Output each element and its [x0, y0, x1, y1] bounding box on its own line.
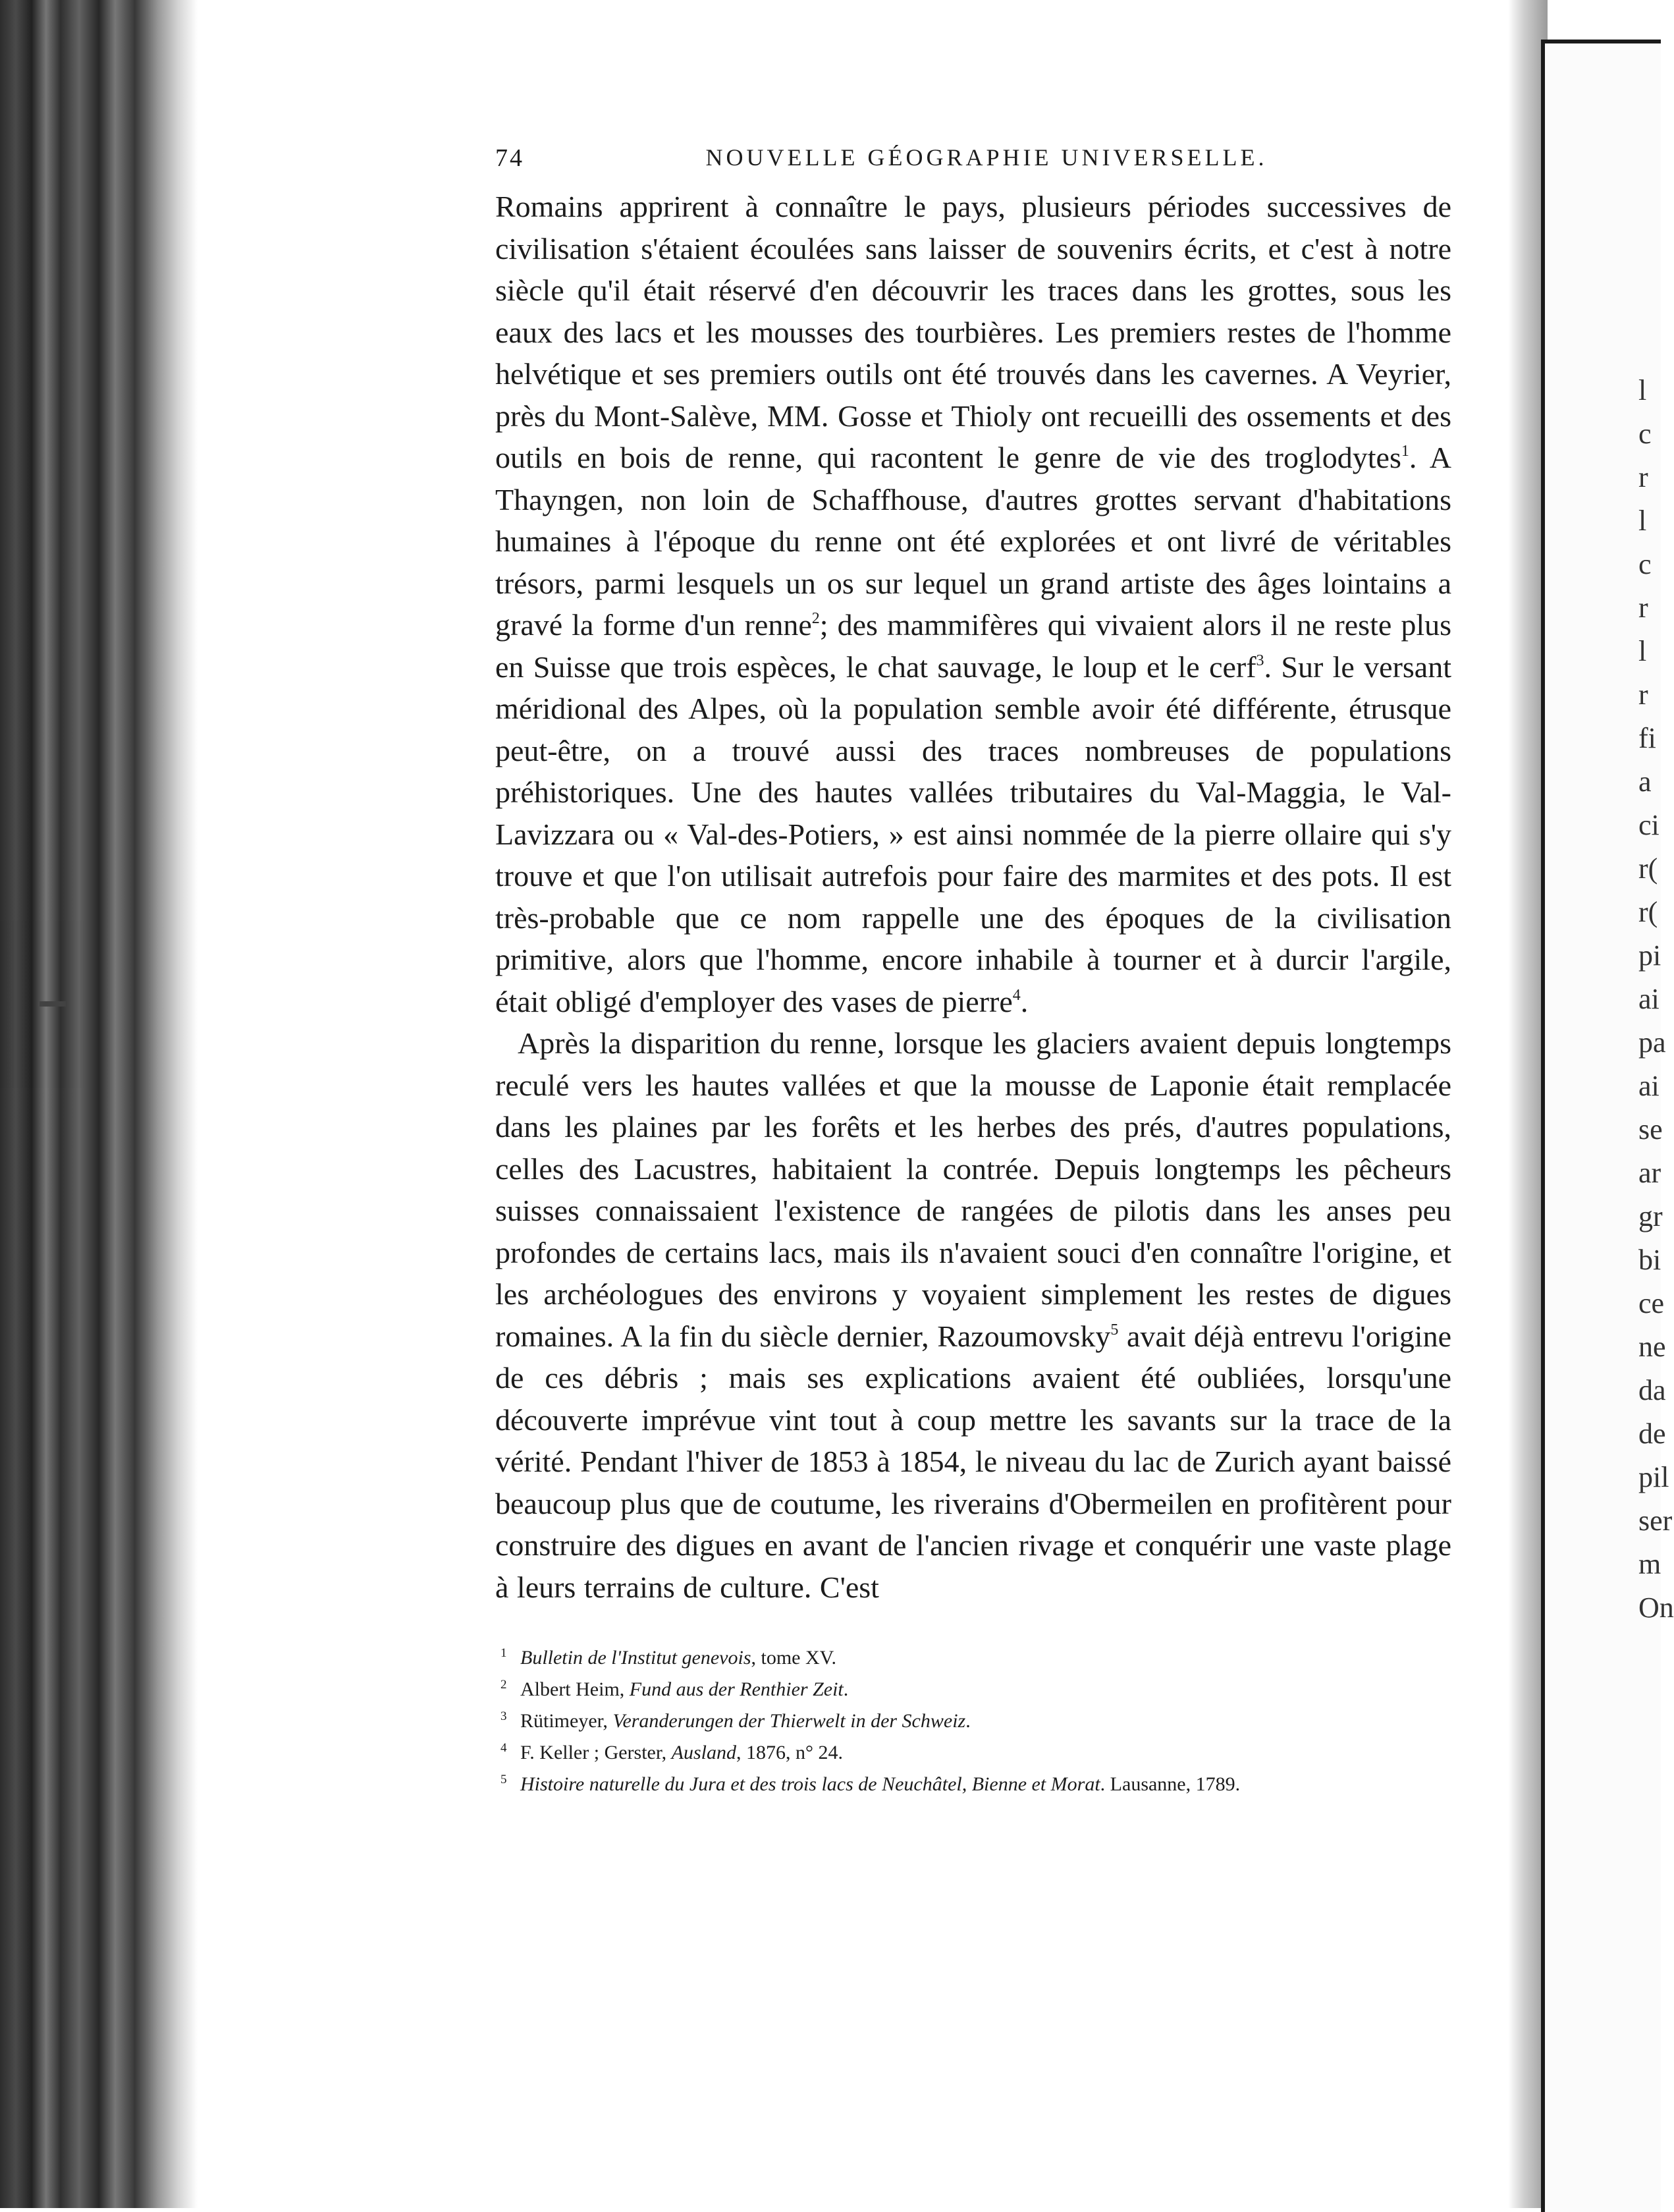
footnote-author: Albert Heim,: [520, 1678, 630, 1700]
footnote-number: 4: [500, 1741, 507, 1755]
facing-page-text-fragments: l c r l c r l r fi a ci r( r( pi ai pa ai se ar gr bi ce ne da de pil ser m On: [1638, 374, 1674, 1624]
footnote-5: [500, 1766, 1451, 1798]
footnote-ref-5[interactable]: 5: [1110, 1321, 1119, 1339]
footnote-title: Fund aus der Renthier Zeit: [629, 1678, 844, 1700]
footnote-title: Veranderungen der Thierwelt in der Schweiz: [612, 1710, 966, 1732]
paragraph-text: . Sur le versant méridional des Alpes, où la population semble avoir été différente, étrusque peut-être, on a trouvé aussi des traces nombreuses de populations préhistoriques. Une des hautes vallées tributaires du Val-Maggia, le Val-Lavizzara ou « Val-des-Potiers, » est ainsi nommée de la pierre ollaire qui s'y trouve et que l'on utilisait autrefois pour faire des marmites et des pots. Il est très-probable que ce nom rappelle une des époques de la civilisation primitive, alors que l'homme, encore inhabile à tourner et à durcir l'argile, était obligé d'employer des vases de pierre: [495, 650, 1451, 1018]
footnote-rest: .: [843, 1678, 849, 1700]
footnote-number: 1: [500, 1646, 507, 1660]
footnote-number: 3: [500, 1709, 507, 1723]
footnote-number: 2: [500, 1678, 507, 1692]
footnote-ref-1[interactable]: 1: [1401, 443, 1409, 460]
footnote-title: Histoire naturelle du Jura et des trois lacs de Neuchâtel, Bienne et Morat: [520, 1773, 1100, 1795]
footnote-title: Bulletin de l'Institut genevois: [520, 1647, 751, 1669]
footnote-author: Rütimeyer,: [520, 1710, 613, 1732]
paragraph-1: [495, 186, 1451, 1022]
footnote-title: Ausland: [671, 1742, 737, 1763]
page-number: 74: [495, 144, 524, 172]
running-head-title: NOUVELLE GÉOGRAPHIE UNIVERSELLE.: [705, 144, 1268, 171]
footnote-ref-3[interactable]: 3: [1256, 651, 1264, 669]
paragraph-2: [495, 1022, 1451, 1608]
footnote-2: [500, 1671, 1451, 1703]
footnote-author: F. Keller ; Gerster,: [520, 1742, 672, 1763]
footnote-number: 5: [500, 1773, 507, 1786]
footnote-rest: . Lausanne, 1789.: [1100, 1773, 1241, 1795]
footnote-ref-4[interactable]: 4: [1012, 986, 1021, 1004]
footnotes: [495, 1640, 1451, 1798]
footnote-ref-2[interactable]: 2: [811, 610, 820, 627]
paragraph-text: Romains apprirent à connaître le pays, plusieurs périodes successives de civilisation s'étaient écoulées sans laisser de souvenirs écrits, et c'est à notre siècle qu'il était réservé d'en découvrir les traces dans les grottes, sous les eaux des lacs et les mousses des tourbières. Les premiers restes de l'homme helvétique et ses premiers outils ont été trouvés dans les cavernes. A Veyrier, près du Mont-Salève, MM. Gosse et Thioly ont recueilli des ossements et des outils en bois de renne, qui racontent le genre de vie des troglodytes: [495, 190, 1451, 474]
paragraph-text: ; des mammifères qui vivaient alors il ne reste plus en Suisse que trois espèces, le chat sauvage, le loup et le cerf: [495, 608, 1452, 684]
footnote-4: [500, 1734, 1451, 1766]
footnote-1: [500, 1640, 1451, 1671]
paragraph-text: avait déjà entrevu l'origine de ces débris ; mais ses explications avaient été oubliées, lorsqu'une découverte imprévue vint tout à coup mettre les savants sur la trace de la vérité. Pendant l'hiver de 1853 à 1854, le niveau du lac de Zurich ayant baissé beaucoup plus que de coutume, les riverains d'Obermeilen en profitèrent pour construire des digues en avant de l'ancien rivage et conquérir une vaste plage à leurs terrains de culture. C'est: [495, 1319, 1451, 1604]
paragraph-text: Après la disparition du renne, lorsque les glaciers avaient depuis longtemps reculé vers les hautes vallées et que la mousse de Laponie était remplacée dans les plaines par les forêts et les herbes des prés, d'autres populations, celles des Lacustres, habitaient la contrée. Depuis longtemps les pêcheurs suisses connaissaient l'existence de rangées de pilotis dans les anses peu profondes de certains lacs, mais ils n'avaient souci d'en connaître l'origine, et les archéologues des environs y voyaient simplement les restes de digues romaines. A la fin du siècle dernier, Razoumovsky: [495, 1026, 1451, 1353]
scan-binding-edge: [0, 0, 198, 2208]
paragraph-text: .: [1020, 984, 1029, 1018]
footnote-rest: .: [965, 1710, 971, 1732]
footnote-rest: , tome XV.: [751, 1647, 836, 1669]
footnote-rest: , 1876, n° 24.: [736, 1742, 844, 1763]
paragraph-text: . A Thayngen, non loin de Schaffhouse, d'autres grottes servant d'habitations humaines à l'époque du renne ont été explorées et ont livré de véritables trésors, parmi lesquels un os sur lequel un grand artiste des âges lointains a gravé la forme d'un renne: [495, 441, 1451, 642]
running-head: [495, 140, 1451, 186]
footnote-3: [500, 1703, 1451, 1734]
page-body: [495, 140, 1451, 1798]
